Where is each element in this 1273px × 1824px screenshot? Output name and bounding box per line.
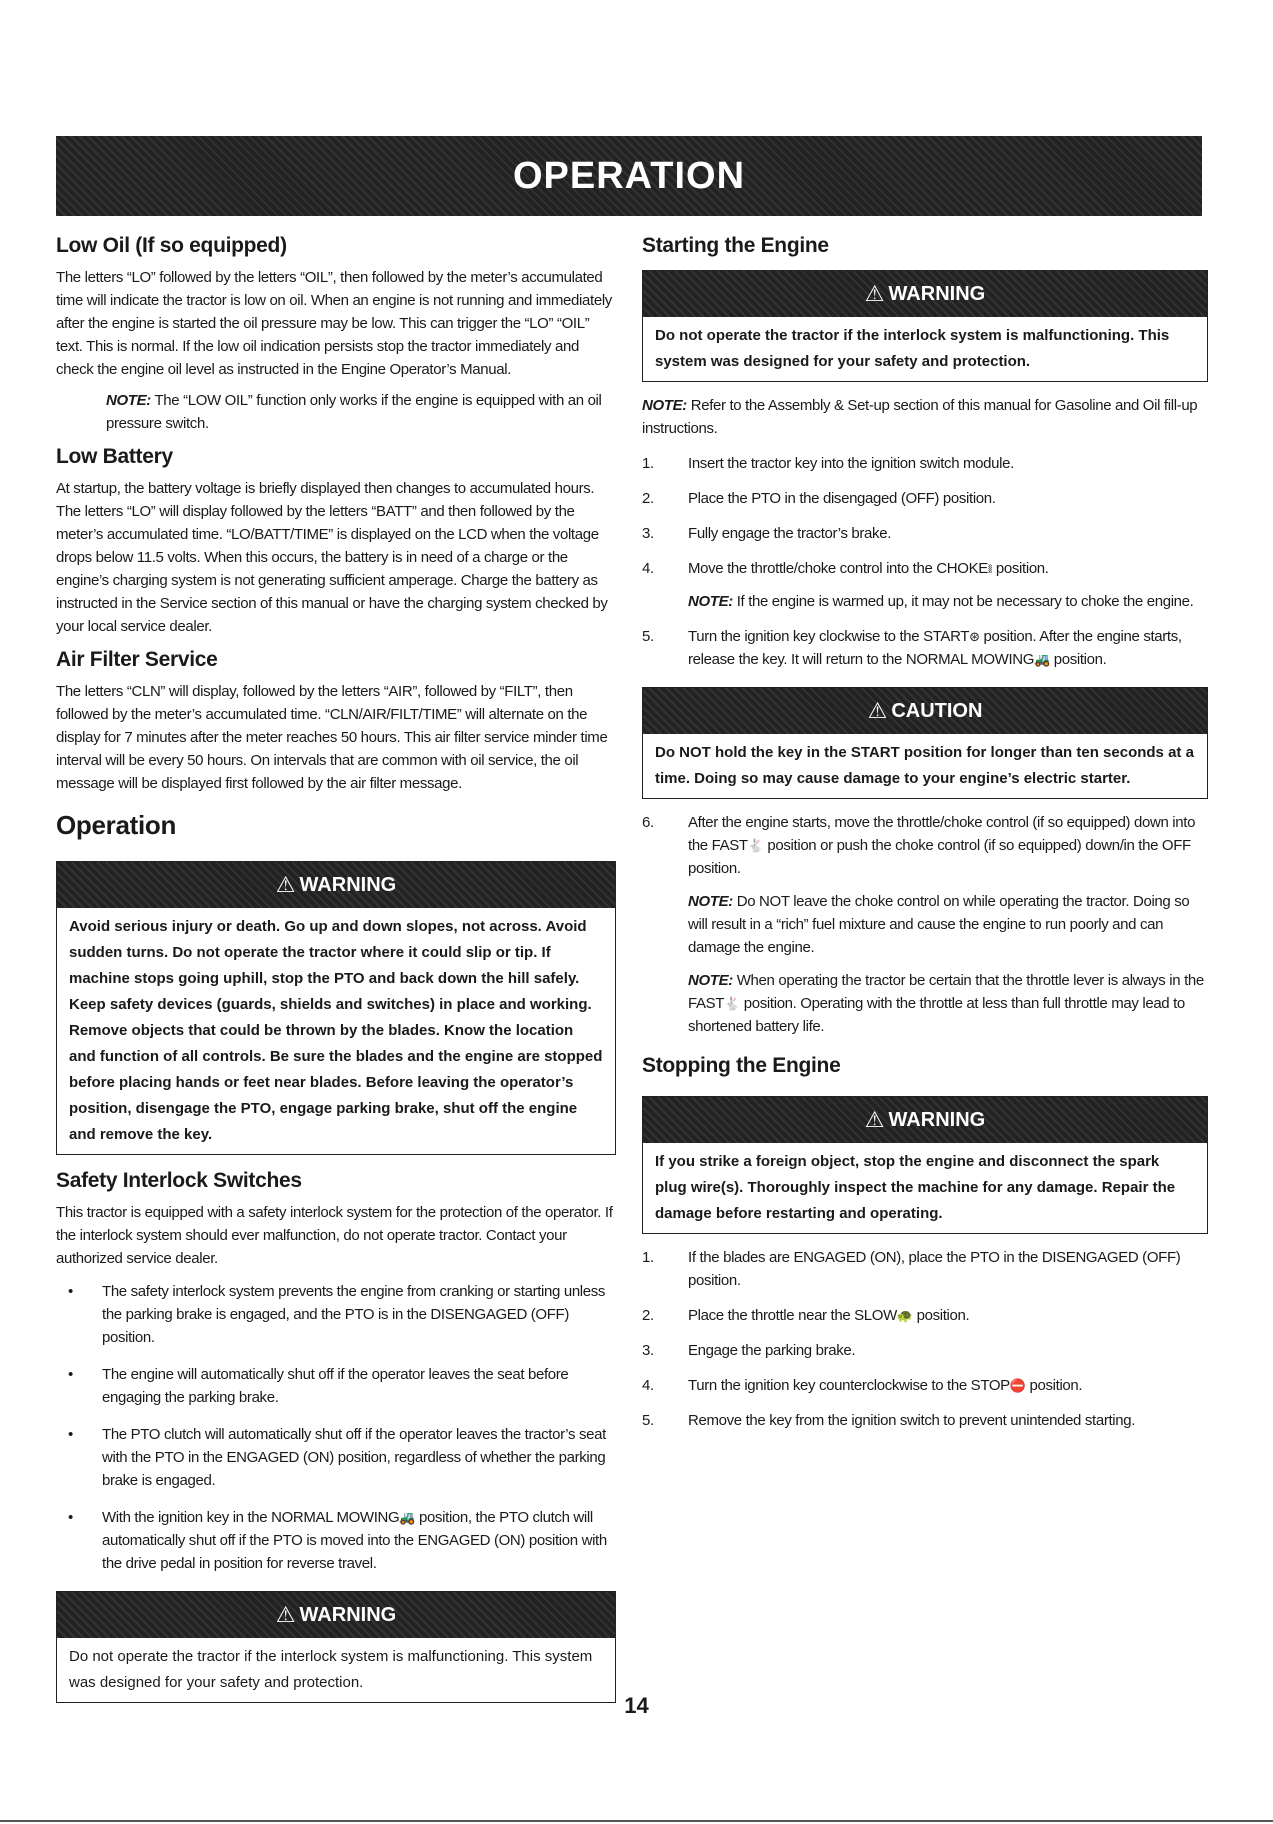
note-label: NOTE: <box>688 593 733 610</box>
interlock-heading: Safety Interlock Switches <box>56 1169 302 1192</box>
starting-warning-box <box>642 270 1208 382</box>
rabbit-icon: 🐇 <box>747 838 764 853</box>
warning-triangle-icon: ⚠ <box>275 1602 296 1627</box>
step-number: 3. <box>642 525 654 542</box>
bottom-rule <box>0 1820 1273 1822</box>
operation-warning-box <box>56 861 616 1155</box>
note-text: Refer to the Assembly & Set-up section of this manual for Gasoline and Oil fill-up instructions. <box>642 397 1198 437</box>
step-text: position. <box>1049 651 1107 668</box>
low-oil-note <box>56 389 616 435</box>
air-filter-heading: Air Filter Service <box>56 648 218 671</box>
list-item <box>642 1374 1208 1397</box>
low-oil-body: The letters “LO” followed by the letters “OIL”, then followed by the meter’s accumulated time will indicate the tractor is low on oil. When an engine is not running and immediately after the engine is started the oil pressure may be low. This can trigger the “LO” “OIL” text. This is normal. If the low oil indication persists stop the tractor immediately and check the engine oil level as instructed in the Engine Operator’s Manual. <box>56 269 612 378</box>
low-oil-heading: Low Oil (If so equipped) <box>56 234 287 257</box>
step-text: Engage the parking brake. <box>688 1342 856 1359</box>
step-text: position. After the engine starts, release the key. It will return to the NORMAL MOWING <box>688 628 1182 668</box>
bullet-text: With the ignition key in the NORMAL MOWING <box>102 1509 400 1526</box>
list-item <box>642 1304 1208 1327</box>
step6-note-choke <box>642 890 1208 959</box>
interlock-body: This tractor is equipped with a safety interlock system for the protection of the operator. If the interlock system should ever malfunction, do not operate tractor. Contact your authorized service dealer. <box>56 1204 613 1267</box>
turtle-icon: 🐢 <box>896 1308 913 1323</box>
warning-triangle-icon: ⚠ <box>275 872 296 897</box>
list-item <box>642 557 1208 580</box>
step-text: position. <box>1025 1377 1083 1394</box>
step-number: 2. <box>642 1307 654 1324</box>
step-text: Turn the ignition key counterclockwise to the STOP <box>688 1377 1010 1394</box>
list-item <box>642 811 1208 880</box>
warning-header <box>57 1592 615 1638</box>
step-number: 1. <box>642 1249 654 1266</box>
note-label: NOTE: <box>688 893 733 910</box>
list-item <box>642 1339 1208 1362</box>
caution-box <box>642 687 1208 799</box>
note-text: The “LOW OIL” function only works if the engine is equipped with an oil pressure switch. <box>106 392 602 432</box>
starting-steps <box>642 452 1208 580</box>
banner-title: OPERATION <box>512 154 746 197</box>
step-number: 3. <box>642 1342 654 1359</box>
bullet-text: position, the PTO clutch will automatically shut off if the PTO is moved into the ENGAGED (ON) position with the drive pedal in position for reverse travel. <box>102 1509 607 1572</box>
list-item: • The engine will automatically shut off if the operator leaves the seat before engaging the parking brake. <box>56 1363 616 1409</box>
step-number: 5. <box>642 1412 654 1429</box>
list-item: • The safety interlock system prevents the engine from cranking or starting unless the parking brake is engaged, and the PTO is in the DISENGAGED (OFF) position. <box>56 1280 616 1349</box>
stopping-steps <box>642 1246 1208 1432</box>
low-battery-heading: Low Battery <box>56 445 173 468</box>
choke-icon: ⧚ <box>987 561 993 576</box>
warning-triangle-icon: ⚠ <box>867 698 888 723</box>
list-item <box>56 1506 616 1575</box>
warning-body: Do not operate the tractor if the interlock system is malfunctioning. This system was designed for your safety and protection. <box>69 1648 593 1691</box>
step4-note <box>642 590 1208 613</box>
step-text: Fully engage the tractor’s brake. <box>688 525 892 542</box>
warning-body: Do not operate the tractor if the interlock system is malfunctioning. This system was designed for your safety and protection. <box>655 327 1170 370</box>
note-label: NOTE: <box>106 392 151 409</box>
low-battery-body: At startup, the battery voltage is briefly displayed then changes to accumulated hours. The letters “LO” will display followed by the letters “BATT” and then followed by the meter’s accumulated time. “LO/BATT/TIME” is displayed on the LCD when the voltage drops below 11.5 volts. When this occurs, the battery is in need of a charge or the engine’s charging system is not generating sufficient amperage. Charge the battery as instructed in the Service section of this manual or have the charging system checked by your local service dealer. <box>56 480 608 635</box>
warning-title: WARNING <box>888 1108 986 1131</box>
left-column <box>56 232 616 1715</box>
interlock-bullets <box>56 1280 616 1575</box>
stop-icon: ⛔ <box>1009 1378 1026 1393</box>
warning-triangle-icon: ⚠ <box>864 281 885 306</box>
warning-title: WARNING <box>299 1603 397 1626</box>
list-item <box>642 522 1208 545</box>
rabbit-icon: 🐇 <box>724 996 740 1011</box>
step-number: 1. <box>642 455 654 472</box>
start-icon: ⊛ <box>969 629 980 644</box>
caution-body: Do NOT hold the key in the START position for longer than ten seconds at a time. Doing so may cause damage to your engine’s electric starter. <box>655 744 1194 787</box>
step-number: 6. <box>642 814 654 831</box>
warning-body: Avoid serious injury or death. Go up and down slopes, not across. Avoid sudden turns. Do not operate the tractor where it could slip or tip. If machine stops going uphill, stop the PTO and back down the hill safely. Keep safety devices (guards, shields and switches) in place and working. Remove objects that could be thrown by the blades. Know the location and function of all controls. Be sure the blades and the engine are stopped before placing hands or feet near blades. Before leaving the operator’s position, disengage the PTO, engage parking brake, shut off the engine and remove the key. <box>69 918 603 1143</box>
step-text: Move the throttle/choke control into the CHOKE <box>688 560 988 577</box>
note-text: position. Operating with the throttle at less than full throttle may lead to shortened battery life. <box>688 995 1185 1035</box>
step-text: position. <box>992 560 1049 577</box>
step-text: Insert the tractor key into the ignition switch module. <box>688 455 1014 472</box>
air-filter-body: The letters “CLN” will display, followed by the letters “AIR”, followed by “FILT”, then followed by the meter’s accumulated time. “CLN/AIR/FILT/TIME” will alternate on the display for 7 minutes after the meter reaches 50 hours. This air filter service minder time interval will be every 50 hours. On intervals that are common with oil service, the oil message will be displayed first followed by the air filter message. <box>56 683 608 792</box>
warning-title: WARNING <box>299 873 397 896</box>
starting-steps-step6 <box>642 811 1208 880</box>
mower-icon: 🚜 <box>1034 652 1050 667</box>
note-label: NOTE: <box>642 397 687 414</box>
warning-header <box>643 1097 1207 1143</box>
list-item: • The PTO clutch will automatically shut off if the operator leaves the tractor’s seat with the PTO in the ENGAGED (ON) position, regardless of whether the parking brake is engaged. <box>56 1423 616 1492</box>
list-item <box>642 1409 1208 1432</box>
step-text: Place the throttle near the SLOW <box>688 1307 897 1324</box>
warning-body: If you strike a foreign object, stop the engine and disconnect the spark plug wire(s). Thoroughly inspect the machine for any damage. Repair the damage before restarting and operating. <box>655 1153 1176 1222</box>
caution-header <box>643 688 1207 734</box>
stopping-heading: Stopping the Engine <box>642 1054 841 1077</box>
step-text: position or push the choke control (if so equipped) down/in the OFF position. <box>688 837 1191 877</box>
interlock-warning-box <box>56 1591 616 1703</box>
right-column <box>642 232 1208 1444</box>
step-number: 2. <box>642 490 654 507</box>
step-text: Turn the ignition key clockwise to the START <box>688 628 970 645</box>
step-number: 4. <box>642 560 654 577</box>
warning-header <box>57 862 615 908</box>
starting-heading: Starting the Engine <box>642 234 829 257</box>
starting-note <box>642 394 1208 440</box>
page-number: 14 <box>624 1693 649 1718</box>
mower-icon: 🚜 <box>399 1510 416 1525</box>
warning-triangle-icon: ⚠ <box>864 1107 885 1132</box>
step-text: Place the PTO in the disengaged (OFF) position. <box>688 490 996 507</box>
step-text: Remove the key from the ignition switch to prevent unintended starting. <box>688 1412 1136 1429</box>
starting-steps-cont <box>642 625 1208 671</box>
step-text: If the blades are ENGAGED (ON), place the PTO in the DISENGAGED (OFF) position. <box>688 1249 1181 1289</box>
warning-header <box>643 271 1207 317</box>
step-number: 4. <box>642 1377 654 1394</box>
step-text: After the engine starts, move the throttle/choke control (if so equipped) down into the FAST <box>688 814 1196 854</box>
note-text: Do NOT leave the choke control on while operating the tractor. Doing so will result in a “rich” fuel mixture and cause the engine to run poorly and can damage the engine. <box>688 893 1190 956</box>
warning-title: WARNING <box>888 282 986 305</box>
list-item <box>642 487 1208 510</box>
section-banner <box>56 136 1202 216</box>
step-text: position. <box>912 1307 970 1324</box>
step6-note-throttle <box>642 969 1208 1038</box>
note-label: NOTE: <box>688 972 733 989</box>
stopping-warning-box <box>642 1096 1208 1234</box>
note-text: If the engine is warmed up, it may not be necessary to choke the engine. <box>732 593 1194 610</box>
caution-title: CAUTION <box>891 699 983 722</box>
list-item <box>642 1246 1208 1292</box>
list-item <box>642 625 1208 671</box>
operation-heading: Operation <box>56 810 177 840</box>
list-item <box>642 452 1208 475</box>
step-number: 5. <box>642 628 654 645</box>
note-text: When operating the tractor be certain that the throttle lever is always in the FAST <box>688 972 1204 1012</box>
